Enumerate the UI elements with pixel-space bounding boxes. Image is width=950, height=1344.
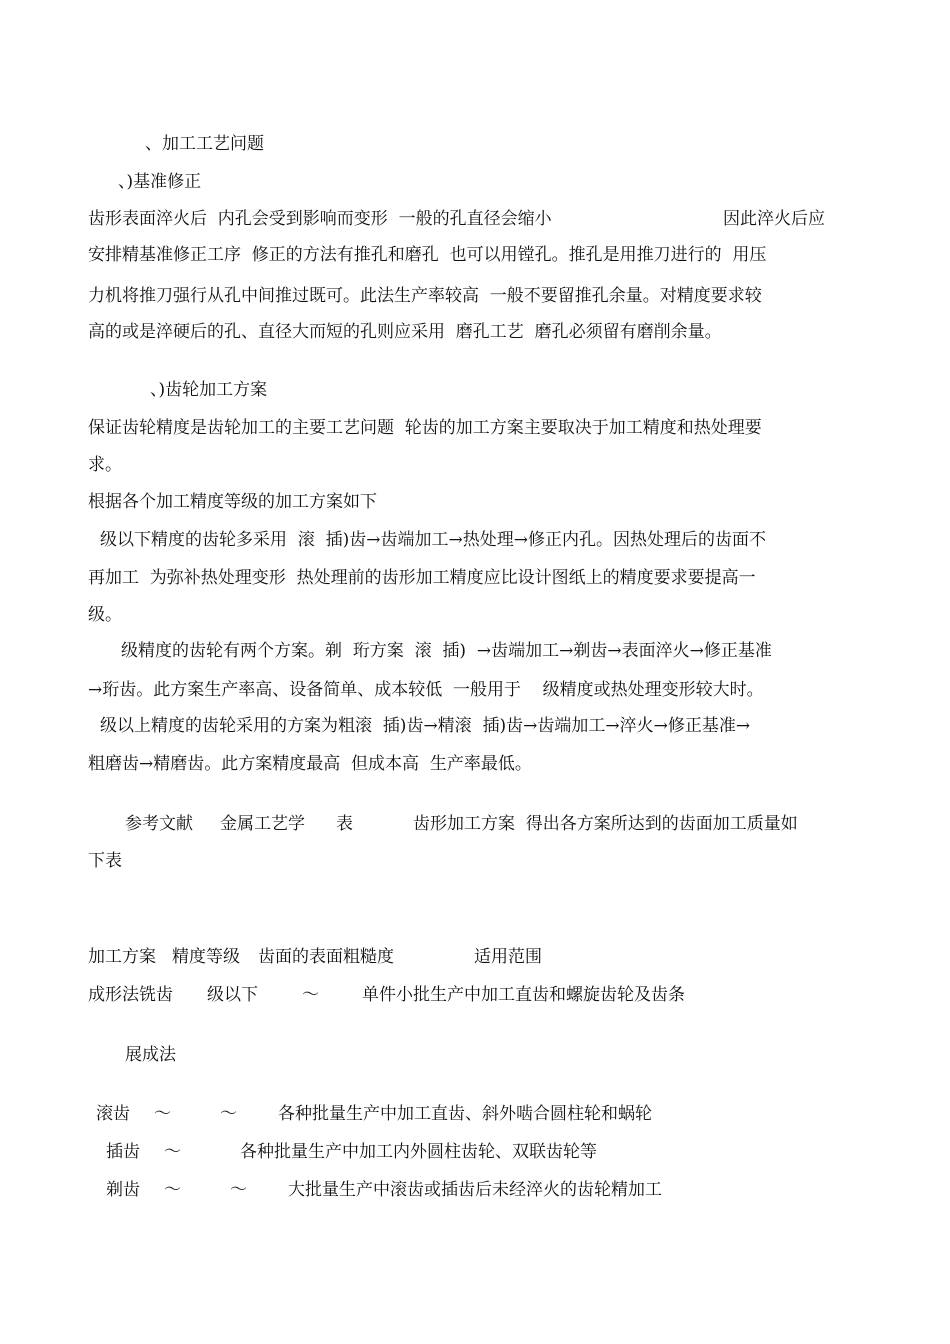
table-cell-method: 滚齿 bbox=[96, 1104, 130, 1124]
paragraph-line: 根据各个加工精度等级的加工方案如下 bbox=[88, 492, 377, 512]
paragraph-line: →珩齿。此方案生产率高、设备简单、成本较低 一般用于 级精度或热处理变形较大时。 bbox=[88, 680, 764, 700]
table-header-grade: 精度等级 bbox=[172, 947, 240, 967]
paragraph-line: 再加工 为弥补热处理变形 热处理前的齿形加工精度应比设计图纸上的精度要求要提高一 bbox=[88, 568, 756, 588]
table-cell-roughness: ～ bbox=[220, 1104, 237, 1124]
reference-book: 金属工艺学 bbox=[220, 814, 305, 834]
table-cell-grade: ～ bbox=[164, 1180, 181, 1200]
table-group-label: 展成法 bbox=[125, 1045, 176, 1065]
table-cell-grade: 级以下 bbox=[207, 985, 258, 1005]
paragraph-line: 级精度的齿轮有两个方案。剃 珩方案 滚 插) →齿端加工→剃齿→表面淬火→修正基准 bbox=[121, 641, 772, 661]
paragraph-line: 求。 bbox=[88, 455, 122, 475]
table-cell-method: 成形法铣齿 bbox=[88, 985, 173, 1005]
paragraph-line: 保证齿轮精度是齿轮加工的主要工艺问题 轮齿的加工方案主要取决于加工精度和热处理要 bbox=[88, 418, 762, 438]
reference-table-word: 表 bbox=[336, 814, 353, 834]
table-cell-method: 剃齿 bbox=[106, 1180, 140, 1200]
table-header-method: 加工方案 bbox=[88, 947, 156, 967]
table-cell-scope: 各种批量生产中加工内外圆柱齿轮、双联齿轮等 bbox=[240, 1142, 597, 1162]
reference-text: 下表 bbox=[88, 851, 122, 871]
table-header-roughness: 齿面的表面粗糙度 bbox=[258, 947, 394, 967]
reference-label: 参考文献 bbox=[125, 814, 193, 834]
paragraph-line: 齿形表面淬火后 内孔会受到影响而变形 一般的孔直径会缩小 bbox=[88, 209, 552, 229]
paragraph-line: 高的或是淬硬后的孔、直径大而短的孔则应采用 磨孔工艺 磨孔必须留有磨削余量。 bbox=[88, 322, 722, 342]
paragraph-line: 因此淬火后应 bbox=[723, 209, 825, 229]
table-cell-grade: ～ bbox=[154, 1104, 171, 1124]
table-header-scope: 适用范围 bbox=[474, 947, 542, 967]
table-cell-roughness: ～ bbox=[230, 1180, 247, 1200]
paragraph-line: 力机将推刀强行从孔中间推过既可。此法生产率较高 一般不要留推孔余量。对精度要求较 bbox=[88, 286, 762, 306]
reference-text: 齿形加工方案 得出各方案所达到的齿面加工质量如 bbox=[413, 814, 798, 834]
subsection-heading-gear-machining-plan: 、)齿轮加工方案 bbox=[150, 380, 268, 400]
paragraph-line: 安排精基准修正工序 修正的方法有推孔和磨孔 也可以用镗孔。推孔是用推刀进行的 用压 bbox=[88, 245, 767, 265]
subsection-heading-datum-correction: 、)基准修正 bbox=[118, 172, 202, 192]
paragraph-line: 粗磨齿→精磨齿。此方案精度最高 但成本高 生产率最低。 bbox=[88, 754, 532, 774]
table-cell-method: 插齿 bbox=[106, 1142, 140, 1162]
section-title: 、加工工艺问题 bbox=[145, 134, 264, 154]
table-cell-scope: 各种批量生产中加工直齿、斜外啮合圆柱轮和蜗轮 bbox=[278, 1104, 652, 1124]
table-cell-scope: 大批量生产中滚齿或插齿后未经淬火的齿轮精加工 bbox=[288, 1180, 662, 1200]
paragraph-line: 级以上精度的齿轮采用的方案为粗滚 插)齿→精滚 插)齿→齿端加工→淬火→修正基准→ bbox=[100, 716, 751, 736]
paragraph-line: 级。 bbox=[88, 605, 122, 625]
table-cell-roughness: ～ bbox=[302, 985, 319, 1005]
table-cell-grade: ～ bbox=[164, 1142, 181, 1162]
table-cell-scope: 单件小批生产中加工直齿和螺旋齿轮及齿条 bbox=[362, 985, 685, 1005]
paragraph-line: 级以下精度的齿轮多采用 滚 插)齿→齿端加工→热处理→修正内孔。因热处理后的齿面不 bbox=[100, 530, 766, 550]
